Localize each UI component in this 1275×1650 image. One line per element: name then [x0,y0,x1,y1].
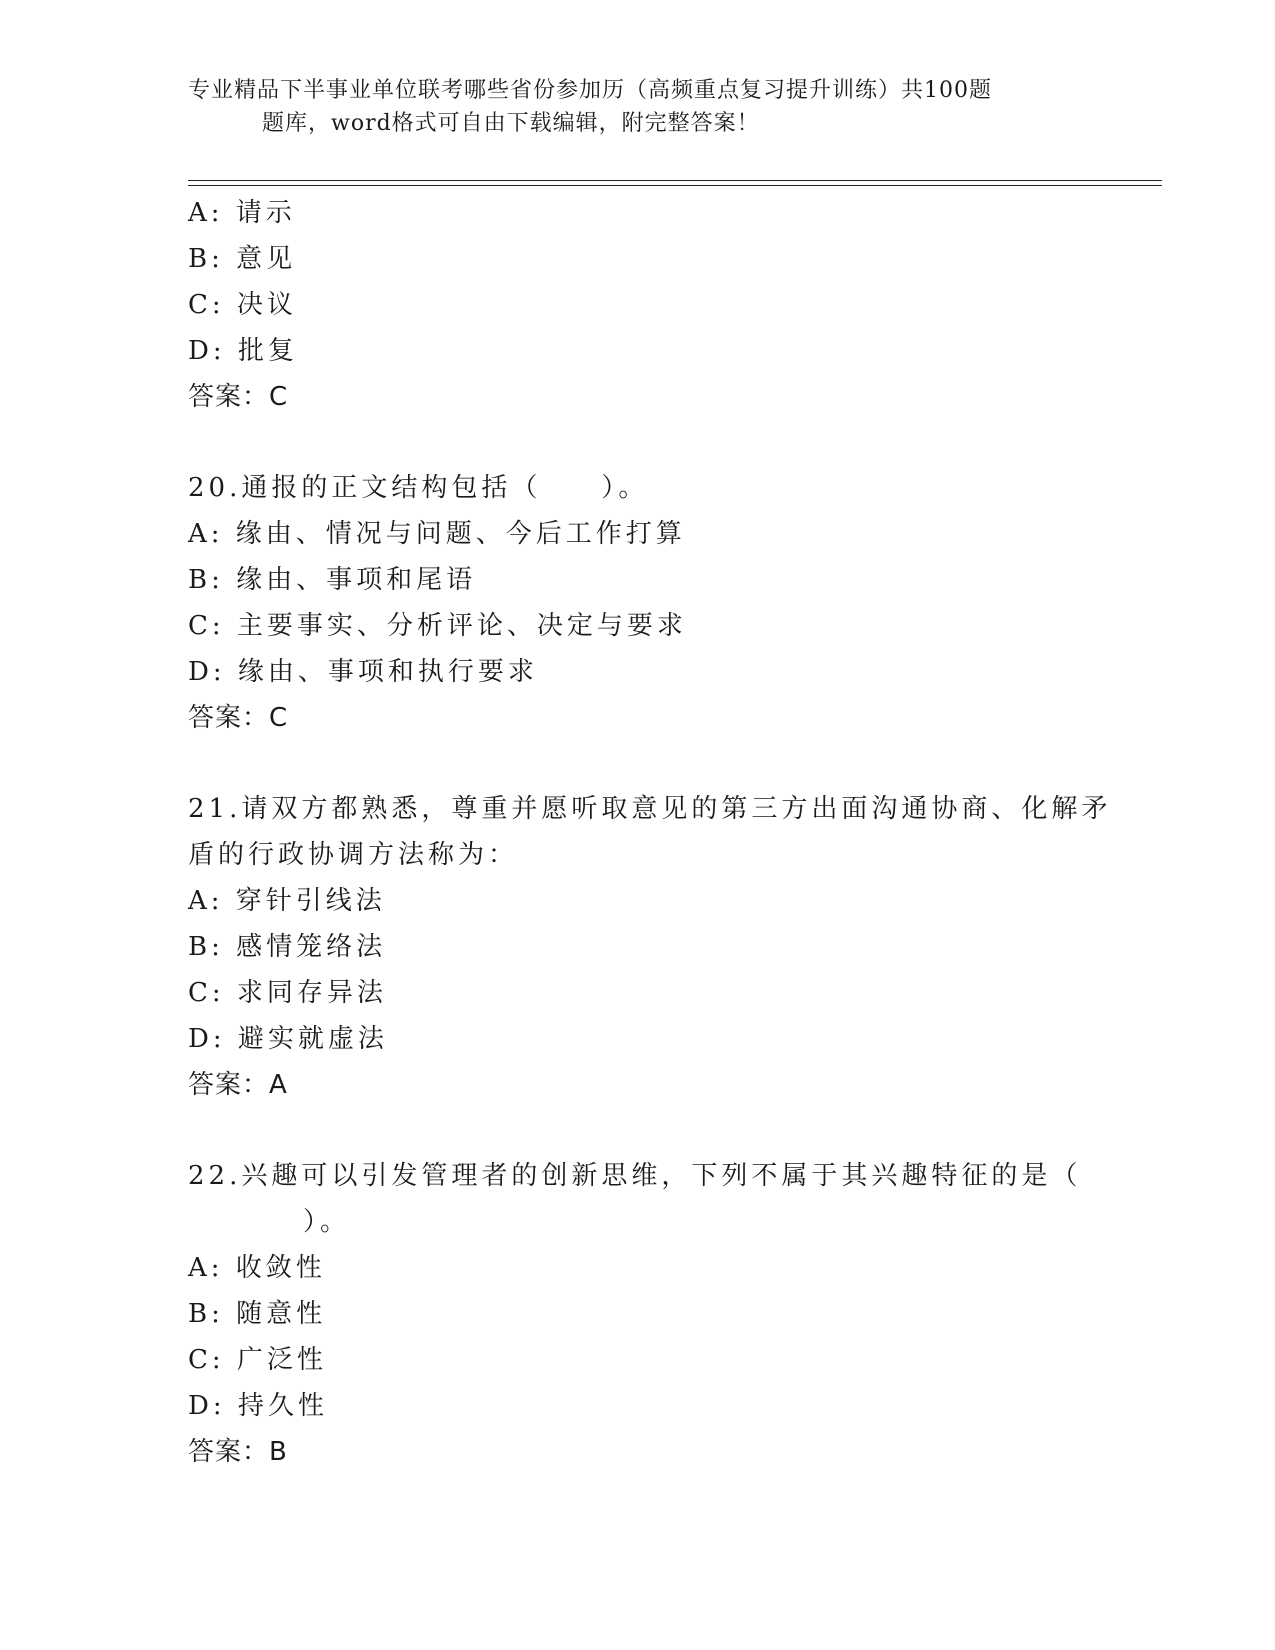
option-c: C: 求同存异法 [188,978,387,1008]
question-19 [188,190,1088,420]
answer: 答案：C [188,382,289,412]
question-stem-line-2: 盾的行政协调方法称为： [188,840,519,870]
question-stem-line-2: ）。 [303,1207,351,1237]
option-d: D: 缘由、事项和执行要求 [188,657,538,687]
option-b: B: 意见 [188,244,297,274]
answer: 答案：A [188,1070,288,1100]
option-b: B: 缘由、事项和尾语 [188,565,477,595]
question-stem-line-1: 21.请双方都熟悉，尊重并愿听取意见的第三方出面沟通协商、化解矛 [188,794,1112,824]
option-d: D: 批复 [188,336,298,366]
header-title-line-2: 题库，word格式可自由下载编辑，附完整答案！ [262,111,760,136]
option-a: A: 穿针引线法 [188,886,386,916]
option-b: B: 感情笼络法 [188,932,387,962]
option-a: A: 收敛性 [188,1253,326,1283]
header-divider-top [188,180,1162,181]
option-c: C: 广泛性 [188,1345,327,1375]
option-d: D: 避实就虚法 [188,1024,388,1054]
answer: 答案：C [188,703,289,733]
question-20 [188,465,1088,741]
question-stem: 20.通报的正文结构包括（ ）。 [188,473,649,503]
option-a: A: 缘由、情况与问题、今后工作打算 [188,519,686,549]
question-stem-line-1: 22.兴趣可以引发管理者的创新思维，下列不属于其兴趣特征的是（ [188,1161,1082,1191]
question-22 [188,1153,1088,1475]
option-d: D: 持久性 [188,1391,328,1421]
option-a: A: 请示 [188,198,296,228]
header-title-line-1: 专业精品下半事业单位联考哪些省份参加历（高频重点复习提升训练）共100题 [188,78,992,103]
document-header [188,74,1068,140]
option-c: C: 决议 [188,290,297,320]
header-divider-bottom [188,185,1162,186]
question-list [188,190,1112,1475]
option-c: C: 主要事实、分析评论、决定与要求 [188,611,687,641]
answer: 答案：B [188,1437,288,1467]
question-21 [188,786,1112,1108]
option-b: B: 随意性 [188,1299,327,1329]
